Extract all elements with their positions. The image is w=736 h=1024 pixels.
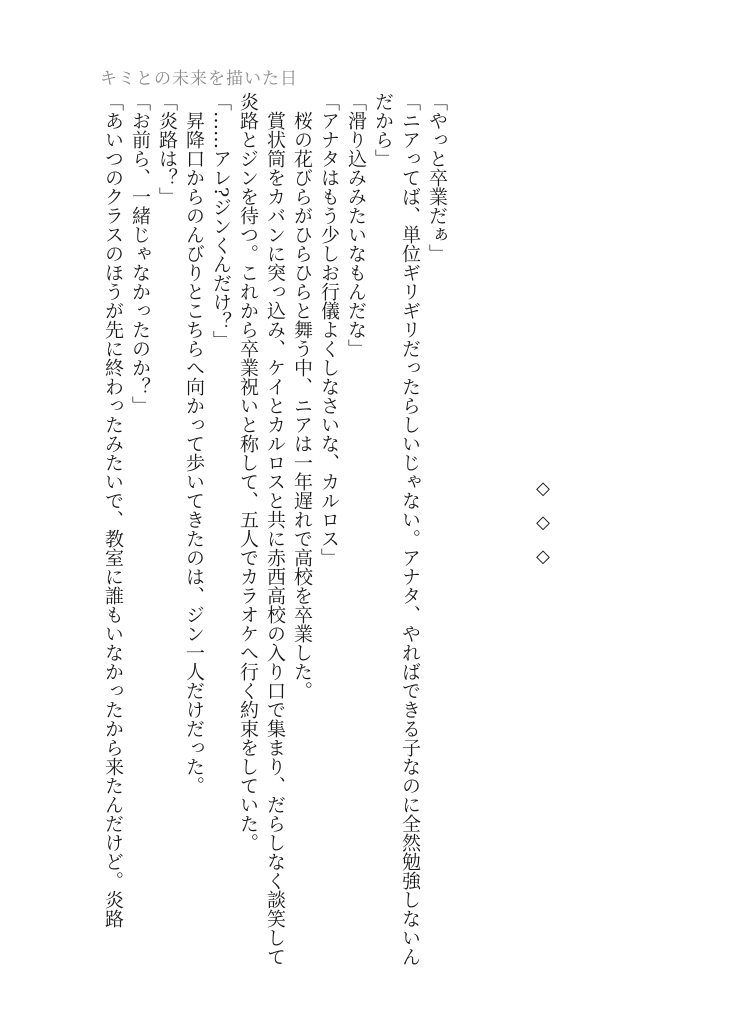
paragraph: 「ニアってば、単位ギリギリだったらしいじゃない。アナタ、やればできる子なのに全然勉強しないんだから」 (372, 92, 421, 966)
paragraph: 「あいつのクラスのほうが先に終わったみたいで、教室に誰もいなかったから来たんだけど。炎路 (102, 92, 124, 928)
body-text (102, 92, 450, 972)
paragraph: 昇降口からのんびりとこちらへ向かって歩いてきたのは、ジン一人だけだった。 (183, 92, 205, 795)
paragraph: 桜の花びらがひらひらと舞う中、ニアは一年遅れで高校を卒業した。 (291, 92, 313, 700)
paragraph: 「アナタはもう少しお行儀よくしなさいな、カルロス」 (318, 92, 340, 567)
paragraph: 「やっと卒業だぁ」 (426, 92, 448, 263)
paragraph: 「滑り込みみたいなもんだな」 (345, 92, 367, 358)
section-separator (530, 472, 556, 572)
chapter-title: キミとの未来を描いた日 (100, 69, 298, 89)
paragraph: 「……アレ?ジンくんだけ？」 (210, 92, 232, 350)
paragraph: 賞状筒をカバンに突っ込み、ケイとカルロスと共に赤西高校の入り口で集まり、だらしなく談笑して炎路とジンを待つ。これから卒業祝いと称して、五人でカラオケへ行く約束をしていた。 (237, 92, 286, 966)
diamond-icon: ◇ (536, 478, 550, 499)
paragraph: 「炎路は？」 (156, 92, 178, 206)
diamond-icon: ◇ (536, 512, 550, 533)
diamond-icon: ◇ (536, 546, 550, 567)
paragraph: 「お前ら、一緒じゃなかったのか？」 (129, 92, 151, 415)
